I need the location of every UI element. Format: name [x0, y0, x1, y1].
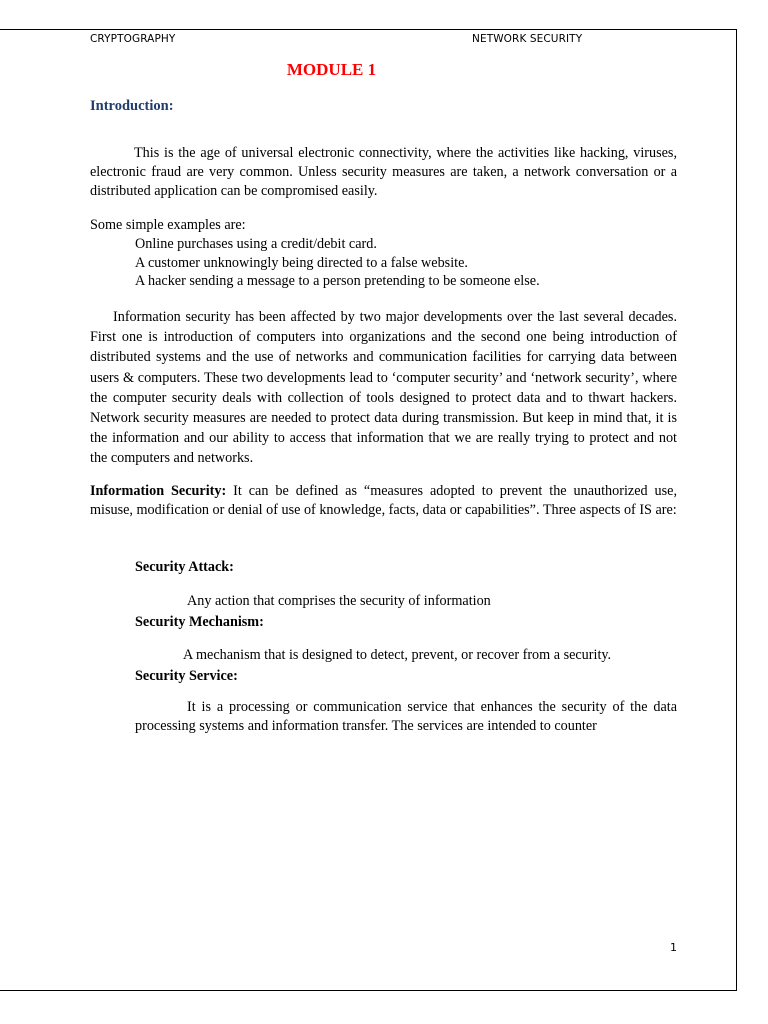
examples-lead: Some simple examples are: [90, 217, 246, 233]
module-title: MODULE 1 [286, 60, 377, 79]
information-security-paragraph [90, 482, 677, 520]
header-right: NETWORK SECURITY [472, 33, 583, 45]
security-mechanism-heading: Security Mechanism: [135, 614, 264, 630]
security-service-heading: Security Service: [135, 668, 238, 684]
information-security-text: It can be defined as “measures adopted to prevent the unauthorized use, misuse, modification or denial of use of knowledge, facts, data or capabilities”. Three aspects of IS are: [90, 483, 677, 518]
example-item: Online purchases using a credit/debit card. [135, 236, 377, 252]
security-attack-heading: Security Attack: [135, 559, 234, 575]
header-left: CRYPTOGRAPHY [90, 33, 176, 45]
example-item: A hacker sending a message to a person pretending to be someone else. [135, 273, 540, 289]
page-number: 1 [670, 941, 677, 954]
introduction-heading: Introduction: [90, 98, 174, 114]
intro-paragraph: This is the age of universal electronic connectivity, where the activities like hacking, viruses, electronic fraud are very common. Unless security measures are taken, a network conversation or a distributed application can be compromised easily. [90, 145, 677, 199]
developments-paragraph: Information security has been affected by two major developments over the last several decades. First one is introduction of computers into organizations and the second one being introduction of distributed systems and the use of networks and communication facilities for carrying data between users & computers. These two developments lead to ‘computer security’ and ‘network security’, where the computer security deals with collection of tools designed to protect data and to thwart hackers. Network security measures are needed to protect data during transmission. But keep in mind that, it is the information and our ability to access that information that we are really trying to protect and not the computers and networks. [90, 309, 677, 467]
security-attack-description: Any action that comprises the security of information [187, 593, 491, 609]
information-security-label: Information Security: [90, 483, 227, 499]
example-item: A customer unknowingly being directed to a false website. [135, 255, 468, 271]
security-service-description: It is a processing or communication service that enhances the security of the data processing systems and information transfer. The services are intended to counter [135, 699, 677, 734]
security-mechanism-description: A mechanism that is designed to detect, prevent, or recover from a security. [183, 647, 612, 663]
